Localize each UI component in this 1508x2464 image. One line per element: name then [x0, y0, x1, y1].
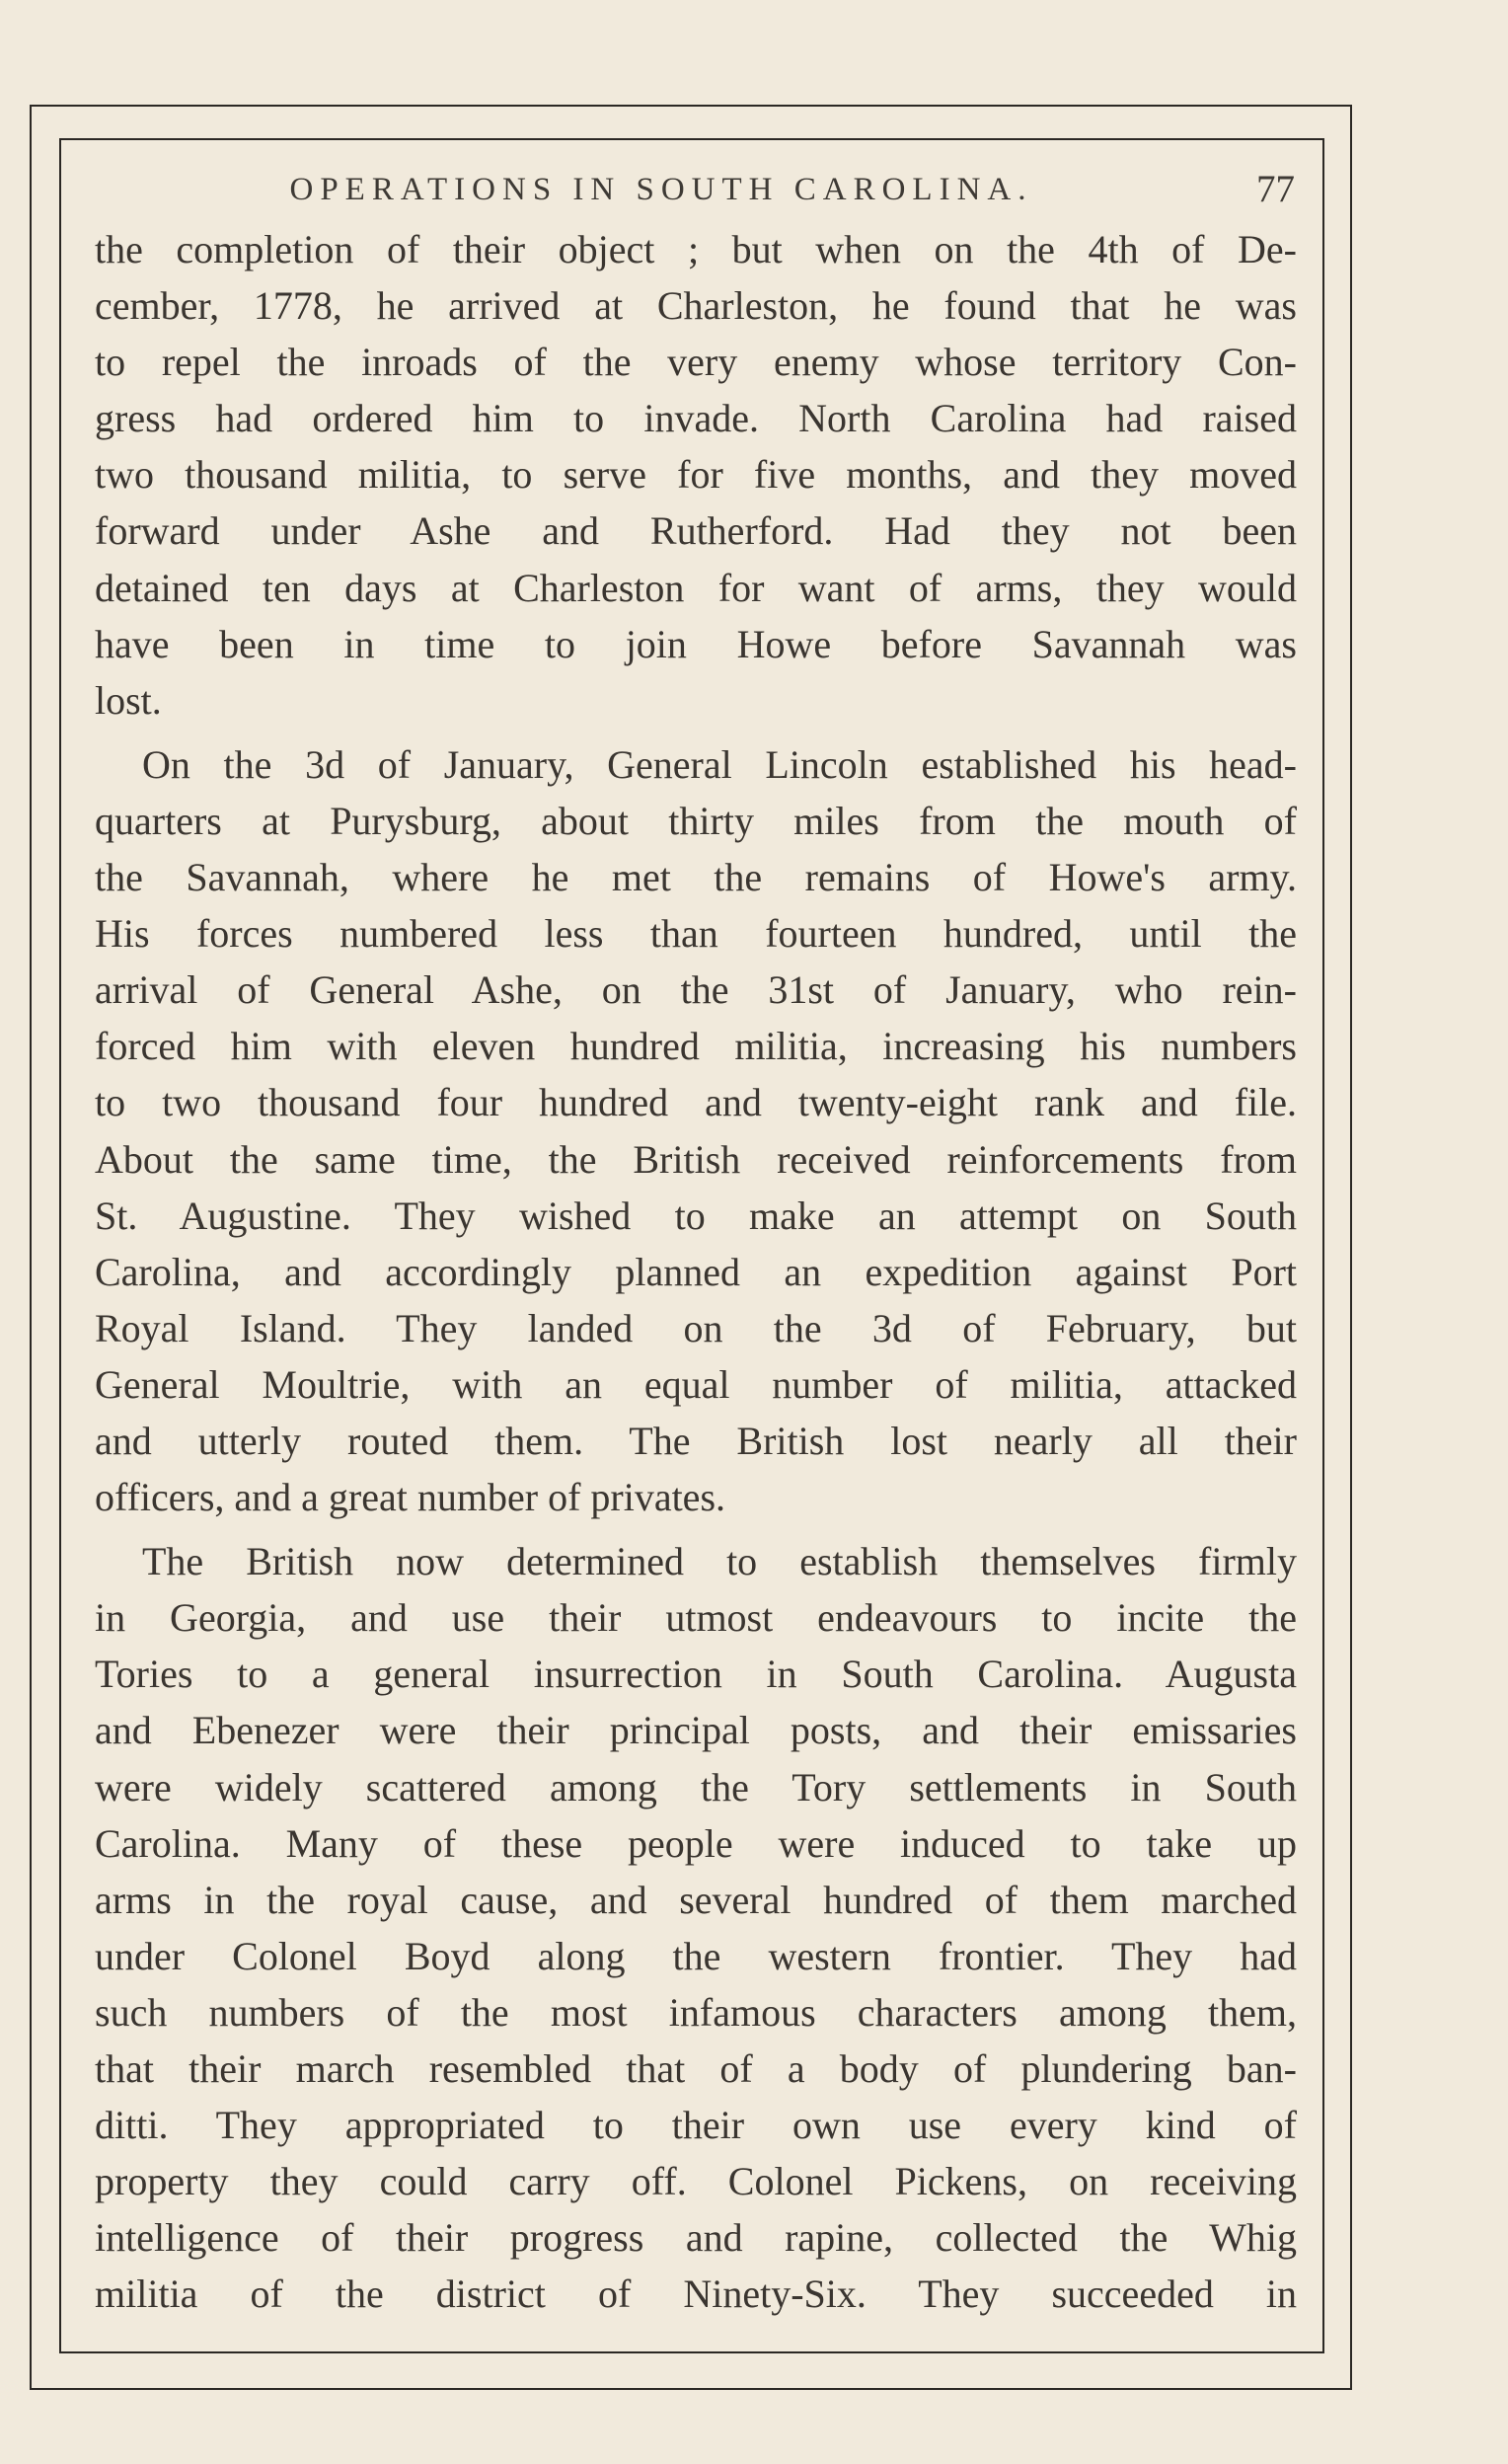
text-line: forward under Ashe and Rutherford. Had they not been — [95, 508, 1297, 554]
text-line: His forces numbered less than fourteen hundred, until the — [95, 911, 1297, 957]
text-line: gress had ordered him to invade. North Carolina had raised — [95, 396, 1297, 441]
text-line: quarters at Purysburg, about thirty miles from the mouth of — [95, 798, 1297, 843]
text-line: and Ebenezer were their principal posts, and their emissaries — [95, 1708, 1297, 1753]
text-line: the completion of their object ; but when on the 4th of De- — [95, 227, 1297, 271]
page-number: 77 — [1256, 168, 1295, 210]
text-line: The British now determined to establish themselves firmly — [142, 1539, 1297, 1584]
text-line: On the 3d of January, General Lincoln established his head- — [142, 741, 1297, 787]
paragraph-1 — [95, 221, 1297, 729]
text-line: Tories to a general insurrection in South Carolina. Augusta — [95, 1652, 1297, 1697]
text-line: arrival of General Ashe, on the 31st of January, who rein- — [95, 967, 1297, 1013]
text-line: officers, and a great number of privates. — [95, 1475, 726, 1520]
text-line: detained ten days at Charleston for want of arms, they would — [95, 565, 1297, 610]
text-line: About the same time, the British received reinforcements from — [95, 1136, 1297, 1182]
paragraph-3 — [95, 1533, 1297, 2322]
text-line: in Georgia, and use their utmost endeavours to incite the — [95, 1595, 1297, 1641]
text-line: forced him with eleven hundred militia, increasing his numbers — [95, 1024, 1297, 1069]
text-line: that their march resembled that of a body of plundering ban- — [95, 2046, 1297, 2091]
text-line: the Savannah, where he met the remains of Howe's army. — [95, 855, 1297, 900]
paragraph-2 — [95, 736, 1297, 1525]
text-line: to two thousand four hundred and twenty-eight rank and file. — [95, 1080, 1297, 1125]
text-line: arms in the royal cause, and several hundred of them marched — [95, 1877, 1297, 1922]
text-line: lost. — [95, 677, 162, 723]
book-page — [95, 164, 1297, 2336]
text-line: under Colonel Boyd along the western frontier. They had — [95, 1933, 1297, 1978]
text-line: General Moultrie, with an equal number of militia, attacked — [95, 1361, 1297, 1407]
running-header — [95, 164, 1297, 215]
text-line: intelligence of their progress and rapine, collected the Whig — [95, 2215, 1297, 2261]
text-line: and utterly routed them. The British lost nearly all their — [95, 1418, 1297, 1463]
text-line: Carolina, and accordingly planned an expedition against Port — [95, 1249, 1297, 1294]
text-line: ditti. They appropriated to their own use every kind of — [95, 2103, 1297, 2148]
text-line: St. Augustine. They wished to make an attempt on South — [95, 1193, 1297, 1238]
text-line: Carolina. Many of these people were induced to take up — [95, 1820, 1297, 1866]
text-line: property they could carry off. Colonel Pickens, on receiving — [95, 2159, 1297, 2204]
text-line: Royal Island. They landed on the 3d of February, but — [95, 1305, 1297, 1350]
text-line: to repel the inroads of the very enemy whose territory Con- — [95, 340, 1297, 385]
text-line: cember, 1778, he arrived at Charleston, he found that he was — [95, 283, 1297, 329]
text-line: such numbers of the most infamous characters among them, — [95, 1989, 1297, 2035]
running-title: OPERATIONS IN SOUTH CAROLINA. — [289, 172, 1033, 207]
text-line: have been in time to join Howe before Savannah was — [95, 621, 1297, 666]
text-line: were widely scattered among the Tory settlements in South — [95, 1764, 1297, 1810]
text-line: militia of the district of Ninety-Six. They succeeded in — [95, 2272, 1297, 2317]
text-line: two thousand militia, to serve for five months, and they moved — [95, 452, 1297, 498]
